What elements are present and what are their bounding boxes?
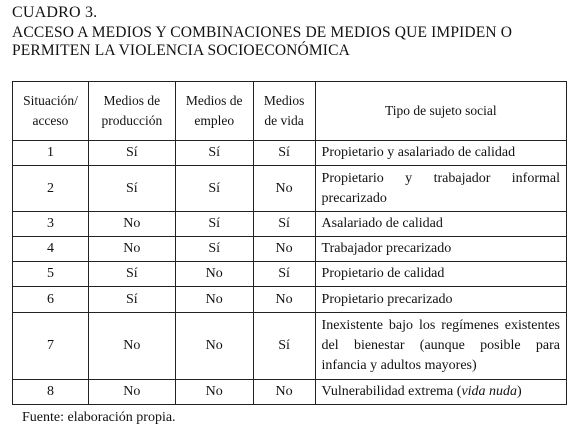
header-vida: Medios de vida (253, 82, 315, 141)
header-situacion: Situación/ acceso (13, 82, 89, 141)
cell-empleo: Sí (175, 141, 253, 166)
cell-tipo: Propietario de calidad (315, 262, 566, 287)
cell-tipo-italic: vida nuda (461, 384, 518, 399)
cell-produccion: No (88, 237, 175, 262)
cell-situacion: 8 (13, 380, 89, 405)
header-produccion: Medios de producción (88, 82, 175, 141)
cell-produccion: Sí (88, 166, 175, 212)
cell-empleo: No (175, 313, 253, 380)
cell-tipo-prefix: Vulnerabilidad extrema ( (321, 384, 462, 399)
cell-vida: No (253, 287, 315, 313)
cell-produccion: No (88, 313, 175, 380)
table-title (12, 24, 572, 60)
cell-tipo: Inexistente bajo los regímenes existentes del bienestar (aunque posible para infancia y adultos mayores) (315, 313, 566, 380)
cell-tipo: Propietario y asalariado de calidad (315, 141, 566, 166)
table-row (13, 262, 567, 287)
cell-tipo-suffix: ) (517, 384, 522, 399)
table-row (13, 166, 567, 212)
cell-tipo: Propietario y trabajador informal precarizado (315, 166, 566, 212)
cell-situacion: 1 (13, 141, 89, 166)
table-row (13, 237, 567, 262)
access-table (12, 81, 567, 405)
cell-vida: No (253, 237, 315, 262)
cell-vida: Sí (253, 212, 315, 237)
table-row (13, 141, 567, 166)
header-empleo: Medios de empleo (175, 82, 253, 141)
table-caption (12, 4, 572, 60)
cell-empleo: Sí (175, 212, 253, 237)
cell-tipo (315, 380, 566, 405)
table-header-row (13, 82, 567, 141)
cell-produccion: Sí (88, 287, 175, 313)
cell-vida: No (253, 380, 315, 405)
cell-produccion: No (88, 212, 175, 237)
cell-empleo: Sí (175, 166, 253, 212)
table-row (13, 313, 567, 380)
cell-tipo: Propietario precarizado (315, 287, 566, 313)
cell-tipo: Trabajador precarizado (315, 237, 566, 262)
table-label: CUADRO 3. (12, 4, 98, 21)
cell-situacion: 2 (13, 166, 89, 212)
cell-tipo: Asalariado de calidad (315, 212, 566, 237)
cell-empleo: No (175, 287, 253, 313)
cell-vida: Sí (253, 313, 315, 380)
table-row (13, 212, 567, 237)
table-title-line-1: ACCESO A MEDIOS Y COMBINACIONES DE MEDIOS QUE IMPIDEN O (12, 24, 513, 41)
cell-produccion: No (88, 380, 175, 405)
cell-empleo: No (175, 262, 253, 287)
cell-produccion: Sí (88, 141, 175, 166)
cell-situacion: 6 (13, 287, 89, 313)
cell-situacion: 7 (13, 313, 89, 380)
table-row (13, 380, 567, 405)
cell-produccion: Sí (88, 262, 175, 287)
cell-empleo: Sí (175, 237, 253, 262)
cell-vida: No (253, 166, 315, 212)
table-title-line-2: PERMITEN LA VIOLENCIA SOCIOECONÓMICA (12, 42, 350, 59)
table-row (13, 287, 567, 313)
cell-empleo: No (175, 380, 253, 405)
header-tipo: Tipo de sujeto social (315, 82, 566, 141)
table-source-note: Fuente: elaboración propia. (22, 410, 176, 425)
cell-vida: Sí (253, 262, 315, 287)
cell-situacion: 3 (13, 212, 89, 237)
cell-situacion: 4 (13, 237, 89, 262)
cell-situacion: 5 (13, 262, 89, 287)
cell-vida: Sí (253, 141, 315, 166)
